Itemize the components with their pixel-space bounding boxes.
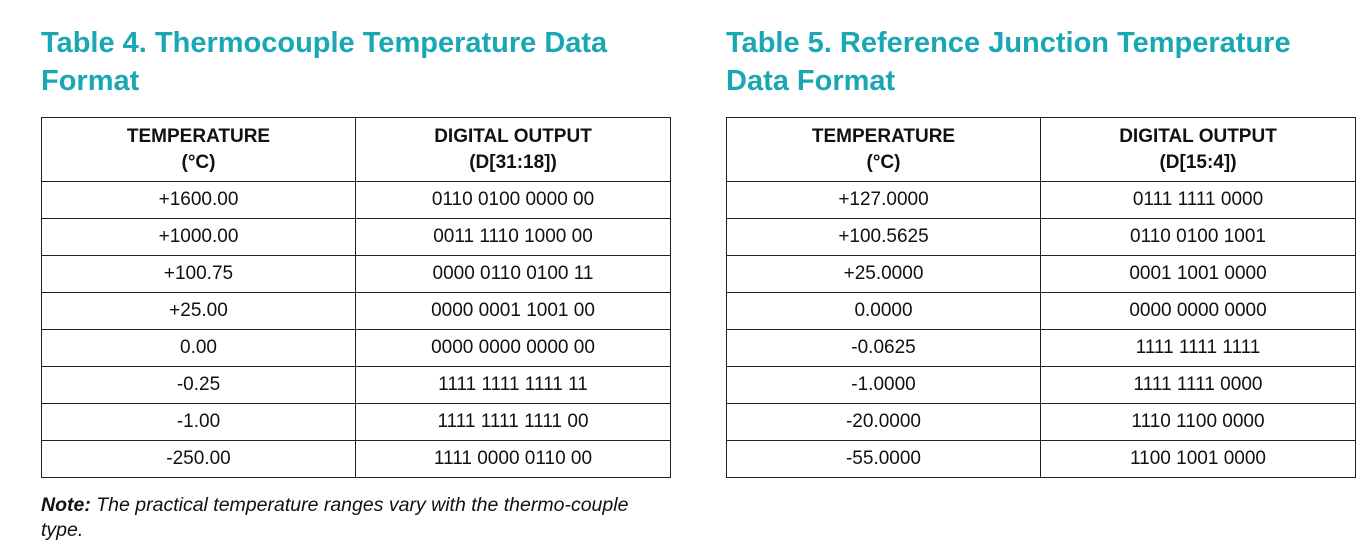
note-label: Note: [41, 494, 91, 516]
digital-output-cell: 0011 1110 1000 00 [356, 219, 671, 256]
temperature-cell: +100.5625 [727, 219, 1041, 256]
digital-output-cell: 0110 0100 1001 [1041, 219, 1356, 256]
column-header-temperature [727, 118, 1041, 182]
digital-output-cell: 0110 0100 0000 00 [356, 182, 671, 219]
table-row [42, 367, 671, 404]
column-header-temperature [42, 118, 356, 182]
header-label: TEMPERATURE [811, 125, 956, 147]
table-4-note [41, 493, 671, 543]
table-row [727, 367, 1356, 404]
table-row [42, 441, 671, 478]
digital-output-cell: 1111 1111 1111 11 [356, 367, 671, 404]
digital-output-cell: 0000 0000 0000 [1041, 293, 1356, 330]
table-row [727, 256, 1356, 293]
header-unit: (°C) [866, 151, 901, 173]
digital-output-cell: 0001 1001 0000 [1041, 256, 1356, 293]
temperature-cell: +1600.00 [42, 182, 356, 219]
digital-output-cell: 0000 0000 0000 00 [356, 330, 671, 367]
temperature-cell: -1.00 [42, 404, 356, 441]
table-row [42, 219, 671, 256]
digital-output-cell: 1111 1111 1111 [1041, 330, 1356, 367]
table-row [727, 219, 1356, 256]
column-header-digital-output [356, 118, 671, 182]
temperature-cell: -1.0000 [727, 367, 1041, 404]
header-unit: (°C) [181, 151, 216, 173]
reference-junction-table-block [726, 24, 1356, 469]
header-label: TEMPERATURE [126, 125, 271, 147]
temperature-cell: 0.00 [42, 330, 356, 367]
temperature-cell: -55.0000 [727, 441, 1041, 478]
table-row [42, 330, 671, 367]
table-row [727, 441, 1356, 478]
digital-output-cell: 0000 0110 0100 11 [356, 256, 671, 293]
temperature-cell: -20.0000 [727, 404, 1041, 441]
table-5-title: Table 5. Reference Junction Temperature Data Format [726, 27, 1291, 97]
note-text: The practical temperature ranges vary with the thermo-couple type. [41, 494, 629, 541]
table-row [42, 293, 671, 330]
temperature-cell: -0.0625 [727, 330, 1041, 367]
temperature-cell: +1000.00 [42, 219, 356, 256]
header-bit-range: (D[31:18]) [469, 151, 557, 173]
digital-output-cell: 1111 1111 1111 00 [356, 404, 671, 441]
table-row [42, 256, 671, 293]
temperature-cell: -250.00 [42, 441, 356, 478]
table-row [727, 182, 1356, 219]
header-label: DIGITAL OUTPUT [434, 125, 592, 147]
digital-output-cell: 0111 1111 0000 [1041, 182, 1356, 219]
table-row [727, 293, 1356, 330]
header-bit-range: (D[15:4]) [1159, 151, 1237, 173]
table-header-row [42, 118, 671, 182]
table-row [42, 182, 671, 219]
temperature-cell: +127.0000 [727, 182, 1041, 219]
temperature-cell: 0.0000 [727, 293, 1041, 330]
header-label: DIGITAL OUTPUT [1119, 125, 1277, 147]
digital-output-cell: 1100 1001 0000 [1041, 441, 1356, 478]
thermocouple-table-block [41, 24, 671, 541]
table-4-title: Table 4. Thermocouple Temperature Data Format [41, 27, 608, 97]
digital-output-cell: 1111 0000 0110 00 [356, 441, 671, 478]
thermocouple-data-table [41, 117, 671, 478]
temperature-cell: +100.75 [42, 256, 356, 293]
temperature-cell: +25.00 [42, 293, 356, 330]
table-row [727, 404, 1356, 441]
column-header-digital-output [1041, 118, 1356, 182]
digital-output-cell: 1111 1111 0000 [1041, 367, 1356, 404]
temperature-cell: -0.25 [42, 367, 356, 404]
digital-output-cell: 1110 1100 0000 [1041, 404, 1356, 441]
table-row [727, 330, 1356, 367]
table-row [42, 404, 671, 441]
reference-junction-data-table [726, 117, 1356, 478]
digital-output-cell: 0000 0001 1001 00 [356, 293, 671, 330]
table-header-row [727, 118, 1356, 182]
temperature-cell: +25.0000 [727, 256, 1041, 293]
